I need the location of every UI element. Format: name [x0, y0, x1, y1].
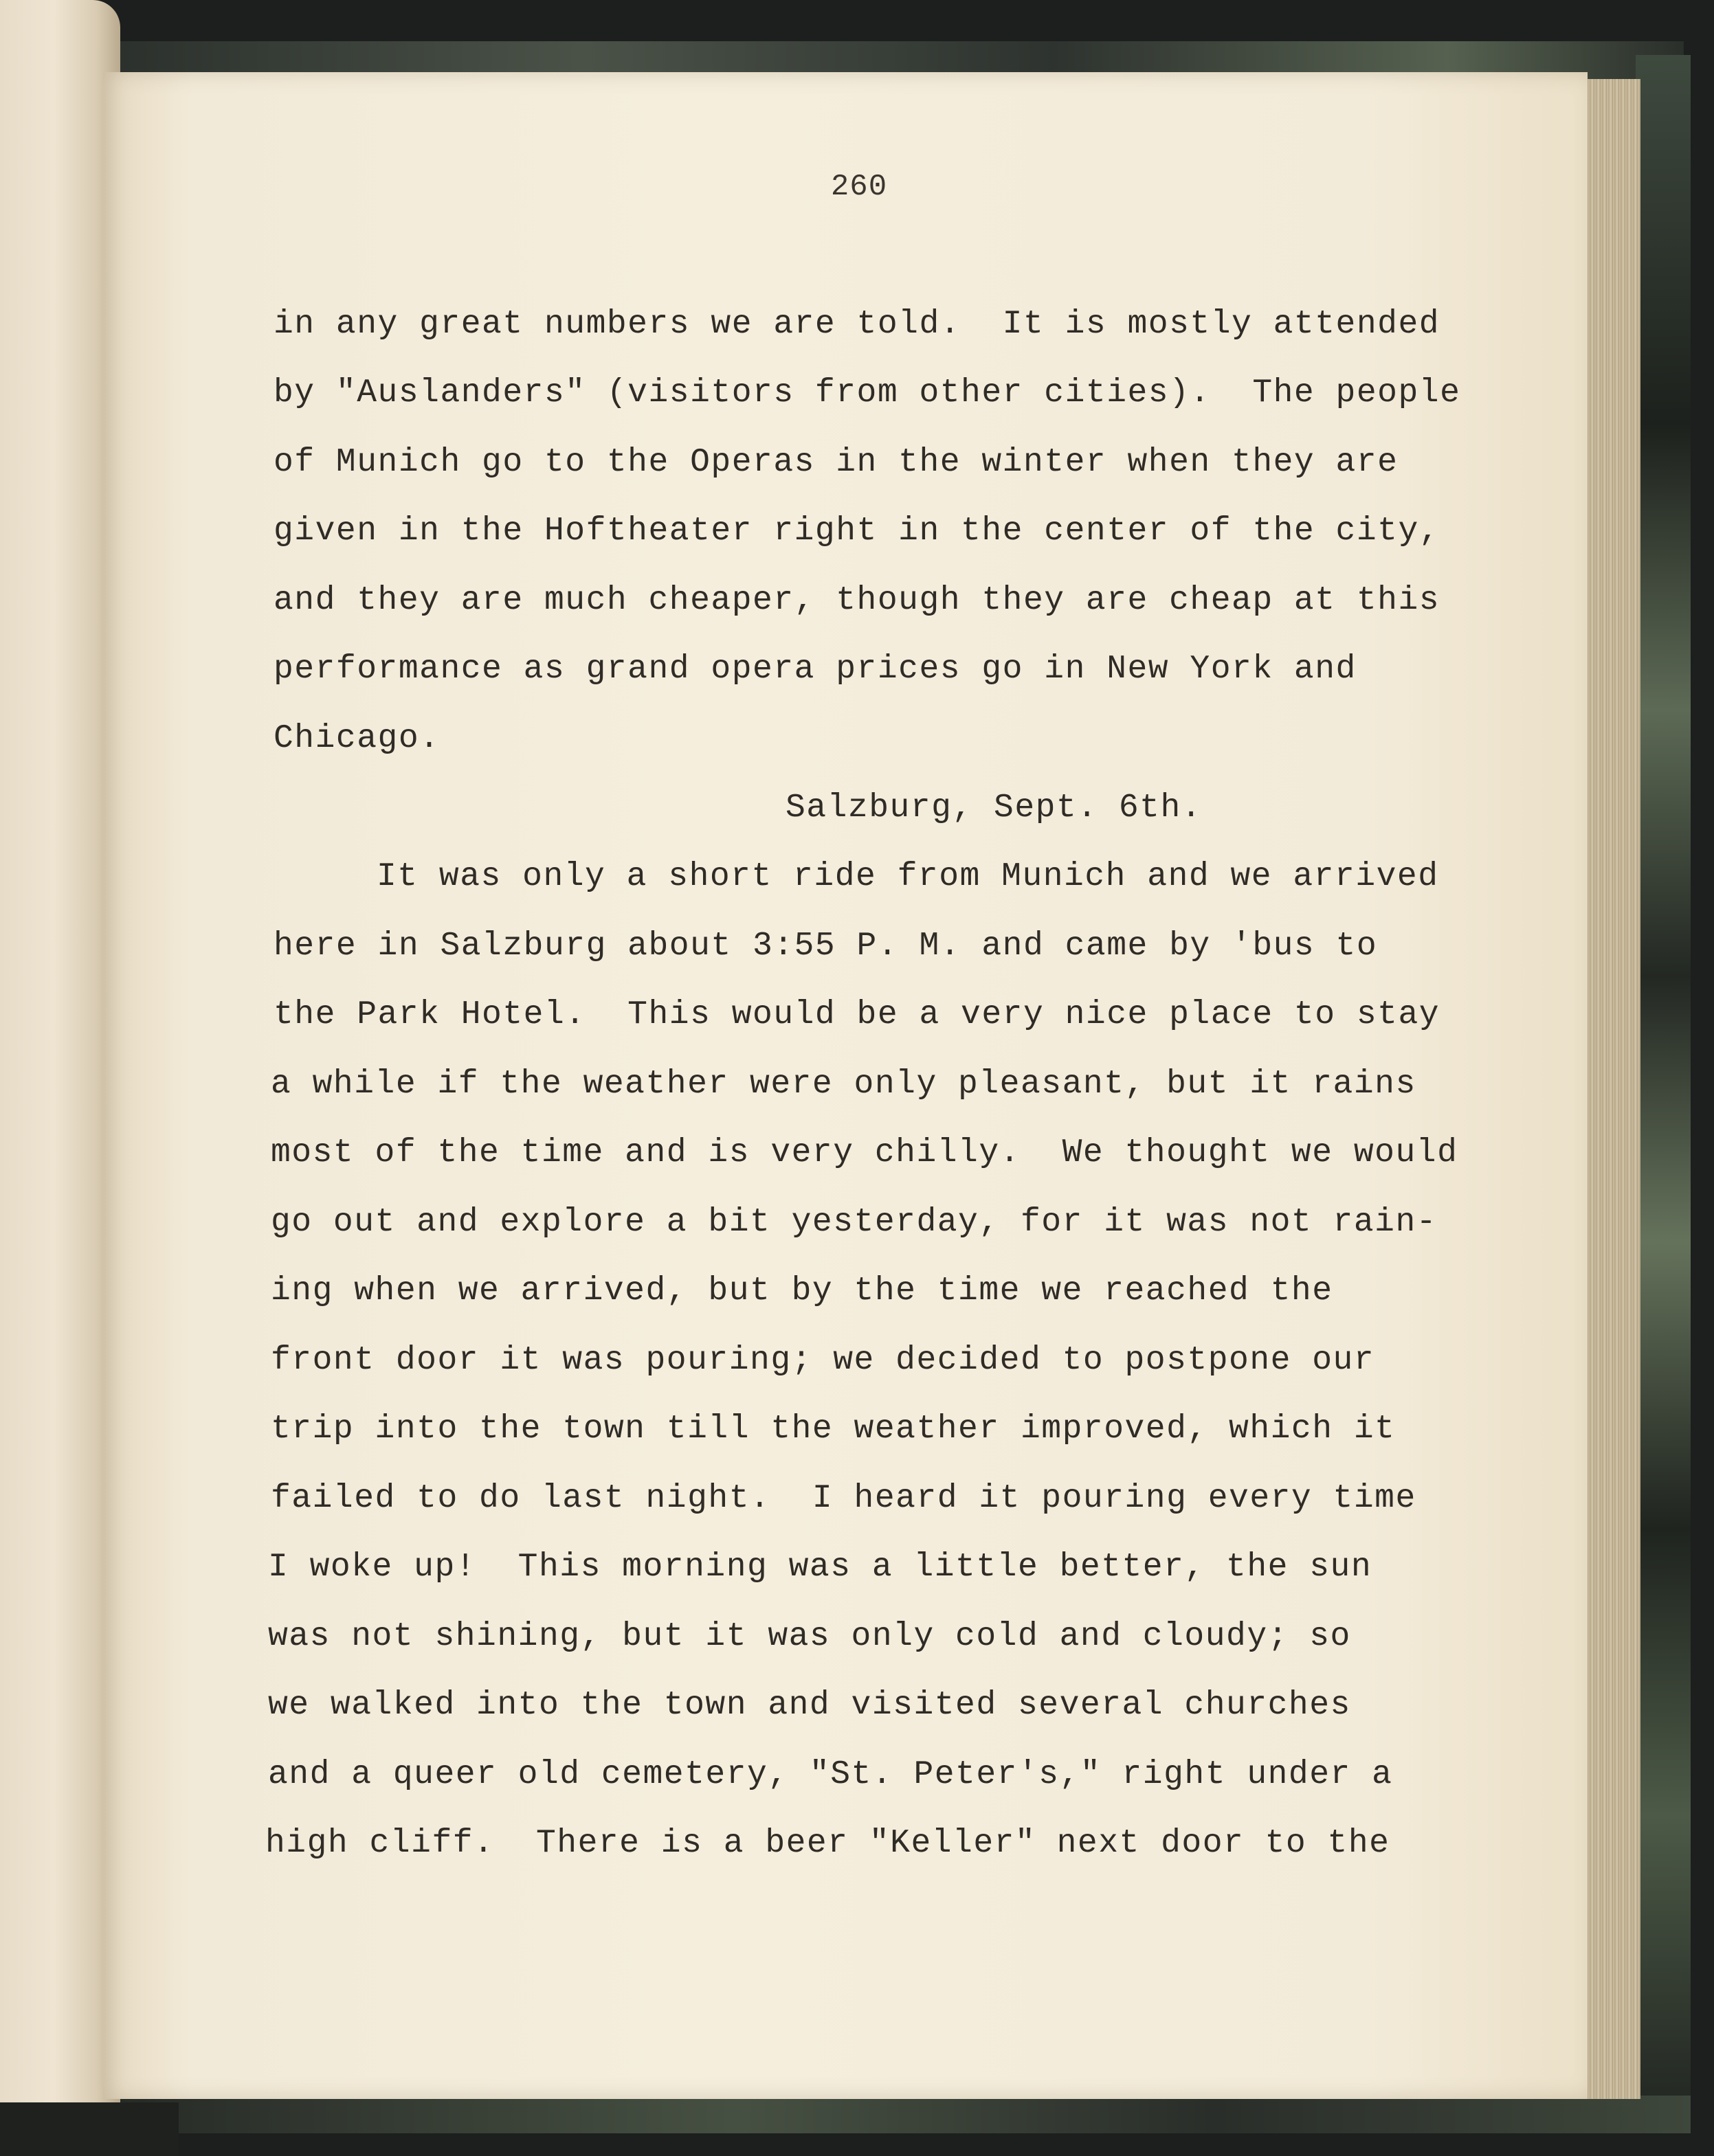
book-cover-right	[1636, 55, 1691, 2102]
text-line: go out and explore a bit yesterday, for it was not rain-	[271, 1204, 1438, 1241]
text-line: and a queer old cemetery, "St. Peter's," right under a	[268, 1756, 1393, 1793]
text-line: and they are much cheaper, though they are cheap at this	[274, 582, 1440, 619]
text-line: failed to do last night. I heard it pouring every time	[271, 1480, 1416, 1517]
text-line: high cliff. There is a beer "Keller" next door to the	[265, 1825, 1390, 1862]
text-line: I woke up! This morning was a little better, the sun	[268, 1549, 1372, 1586]
text-line: trip into the town till the weather improved, which it	[271, 1411, 1396, 1448]
facing-page	[0, 0, 120, 2156]
book-cover-bottom	[103, 2096, 1691, 2133]
text-line: here in Salzburg about 3:55 P. M. and came by 'bus to	[274, 928, 1378, 965]
text-line: was not shining, but it was only cold and cloudy; so	[268, 1618, 1351, 1655]
text-line: performance as grand opera prices go in New York and	[274, 651, 1357, 688]
text-line: given in the Hoftheater right in the center of the city,	[274, 513, 1440, 550]
page-number: 260	[830, 170, 888, 204]
text-line: It was only a short ride from Munich and we arrived	[377, 858, 1439, 895]
text-line: ing when we arrived, but by the time we reached the	[271, 1272, 1333, 1310]
table-surface	[0, 2102, 179, 2156]
text-line: front door it was pouring; we decided to postpone our	[271, 1342, 1375, 1379]
book-page	[103, 72, 1588, 2099]
text-line: the Park Hotel. This would be a very nice place to stay	[274, 996, 1440, 1033]
text-line: a while if the weather were only pleasant, but it rains	[271, 1066, 1416, 1103]
text-line: most of the time and is very chilly. We thought we would	[271, 1134, 1458, 1171]
section-heading: Salzburg, Sept. 6th.	[786, 789, 1203, 827]
text-line: of Munich go to the Operas in the winter when they are	[274, 444, 1399, 481]
page-edges	[1581, 79, 1640, 2099]
text-line: in any great numbers we are told. It is mostly attended	[274, 306, 1440, 343]
text-line: Chicago.	[274, 720, 441, 757]
text-line: we walked into the town and visited several churches	[268, 1687, 1351, 1724]
text-line: by "Auslanders" (visitors from other cities). The people	[274, 374, 1461, 412]
